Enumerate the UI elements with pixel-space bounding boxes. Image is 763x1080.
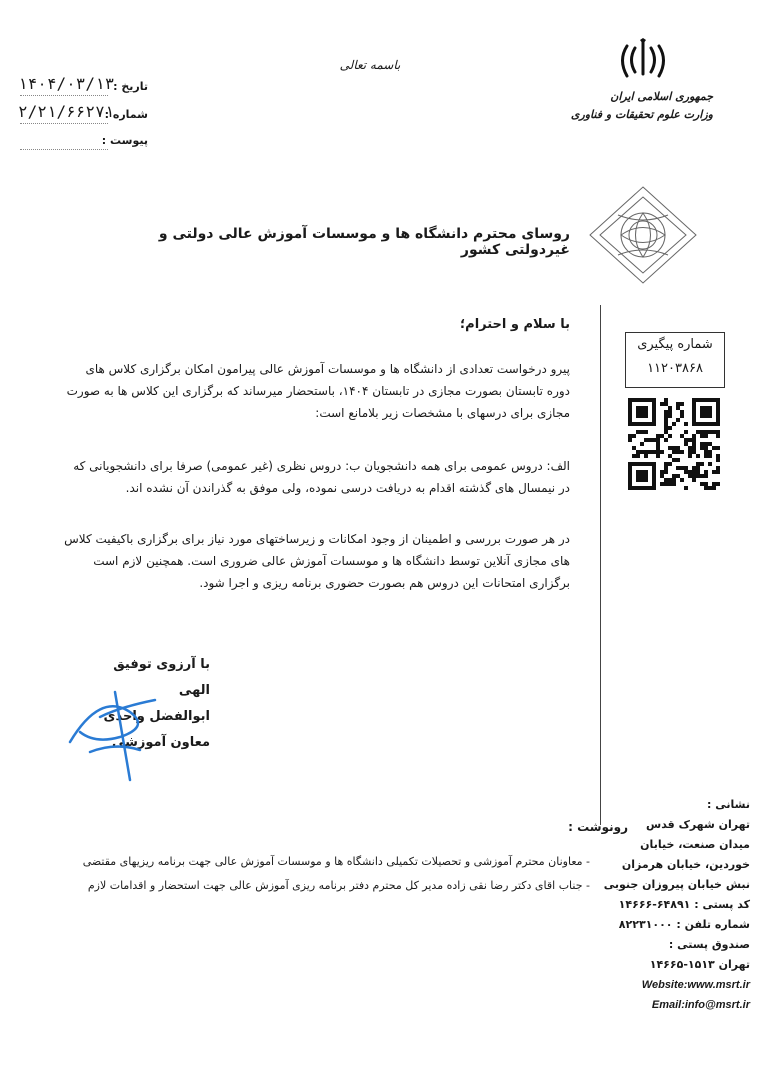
- number-value: ۲/۲۱/۶۶۲۷۱: [18, 102, 115, 121]
- number-label: شماره :: [104, 108, 148, 121]
- postal-code: کد پستی : ۶۴۸۹۱-۱۴۶۶۶: [618, 898, 750, 911]
- website-link[interactable]: Website:www.msrt.ir: [641, 979, 750, 991]
- date-field: [18, 74, 148, 98]
- tracking-number: ۱۱۲۰۳۸۶۸: [647, 361, 703, 376]
- ministry-line-2: وزارت علوم تحقیقات و فناوری: [570, 108, 713, 121]
- email-link[interactable]: Email:info@msrt.ir: [651, 999, 750, 1011]
- copy-item: - معاونان محترم آموزشی و تحصیلات تکمیلی دانشگاه ها و موسسات آموزش عالی جهت برنامه ریزیهای مقتضی: [82, 855, 590, 868]
- qr-code-icon: [628, 398, 720, 490]
- number-field: [18, 102, 148, 126]
- ministry-line-1: جمهوری اسلامی ایران: [610, 90, 713, 103]
- closing: با آرزوی توفیق الهی: [113, 657, 210, 698]
- address-line-2: میدان صنعت، خیابان: [640, 838, 750, 851]
- ministry-name: [553, 88, 713, 124]
- bismillah: باسمه تعالی: [339, 58, 401, 72]
- paragraph-2: الف: دروس عمومی برای همه دانشجویان ب: دروس نظری (غیر عمومی) صرفا برای دانشجویانی که در نیمسال های گذشته اقدام به دریافت درسی نموده، ولی موفق به گذراندن آن نشده اند.: [73, 459, 570, 495]
- attachment-label: پیوست :: [101, 134, 148, 147]
- phone-number: شماره تلفن : ۸۲۲۳۱۰۰۰: [618, 918, 750, 931]
- tracking-box: [625, 332, 725, 388]
- copy-item: - جناب اقای دکتر رضا نقی زاده مدیر کل محترم دفتر برنامه ریزی آموزش عالی جهت استحضار و اقدامات لازم: [87, 879, 590, 892]
- address-line-4: نبش خیابان پیروزان جنوبی: [603, 878, 750, 891]
- handwritten-signature-icon: [60, 672, 190, 792]
- divider-line: [600, 305, 601, 825]
- copies-list: [50, 850, 590, 898]
- date-label: تاریخ :: [113, 80, 148, 93]
- date-value: ۱۴۰۴/۰۳/۱۳: [18, 74, 115, 93]
- iran-emblem-icon: [618, 38, 668, 82]
- address-label: نشانی :: [707, 798, 750, 811]
- address-line-1: تهران شهرک قدس: [646, 818, 750, 831]
- pobox-label: صندوق پستی :: [668, 938, 750, 951]
- signer-title: معاون آموزشی: [111, 735, 210, 750]
- pobox: تهران ۱۵۱۳-۱۴۶۶۵: [649, 958, 750, 971]
- tracking-label: شماره پیگیری: [637, 337, 713, 352]
- ornament-icon: [588, 185, 698, 285]
- copies-label: رونوشت :: [568, 820, 628, 834]
- paragraph-3: در هر صورت بررسی و اطمینان از وجود امکانات و زیرساختهای مورد نیاز برای برگزاری باکیفیت کلاس های مجازی آنلاین توسط دانشگاه ها و موسسات آموزش عالی ضروری است. همچنین لازم است برگزاری امتحانات این دروس هم بصورت حضوری برنامه ریزی و اجرا شود.: [64, 532, 570, 590]
- addressee: روسای محترم دانشگاه ها و موسسات آموزش عالی دولتی و غیردولتی کشور: [158, 226, 570, 258]
- greeting: با سلام و احترام؛: [459, 317, 570, 332]
- address-line-3: خوردین، خیابان هرمزان: [621, 858, 750, 871]
- signer-name: ابوالفضل واحدی: [103, 709, 210, 724]
- attachment-field: [18, 134, 148, 152]
- address-block: [595, 795, 750, 1015]
- paragraph-1: پیرو درخواست تعدادی از دانشگاه ها و موسسات آموزش عالی پیرامون امکان برگزاری کلاس های دوره تابستان بصورت مجازی در تابستان ۱۴۰۴، باستحضار میرساند که برگزاری این کلاس ها به صورت مجازی برای درسهای با مشخصات زیر بلامانع است:: [66, 362, 570, 420]
